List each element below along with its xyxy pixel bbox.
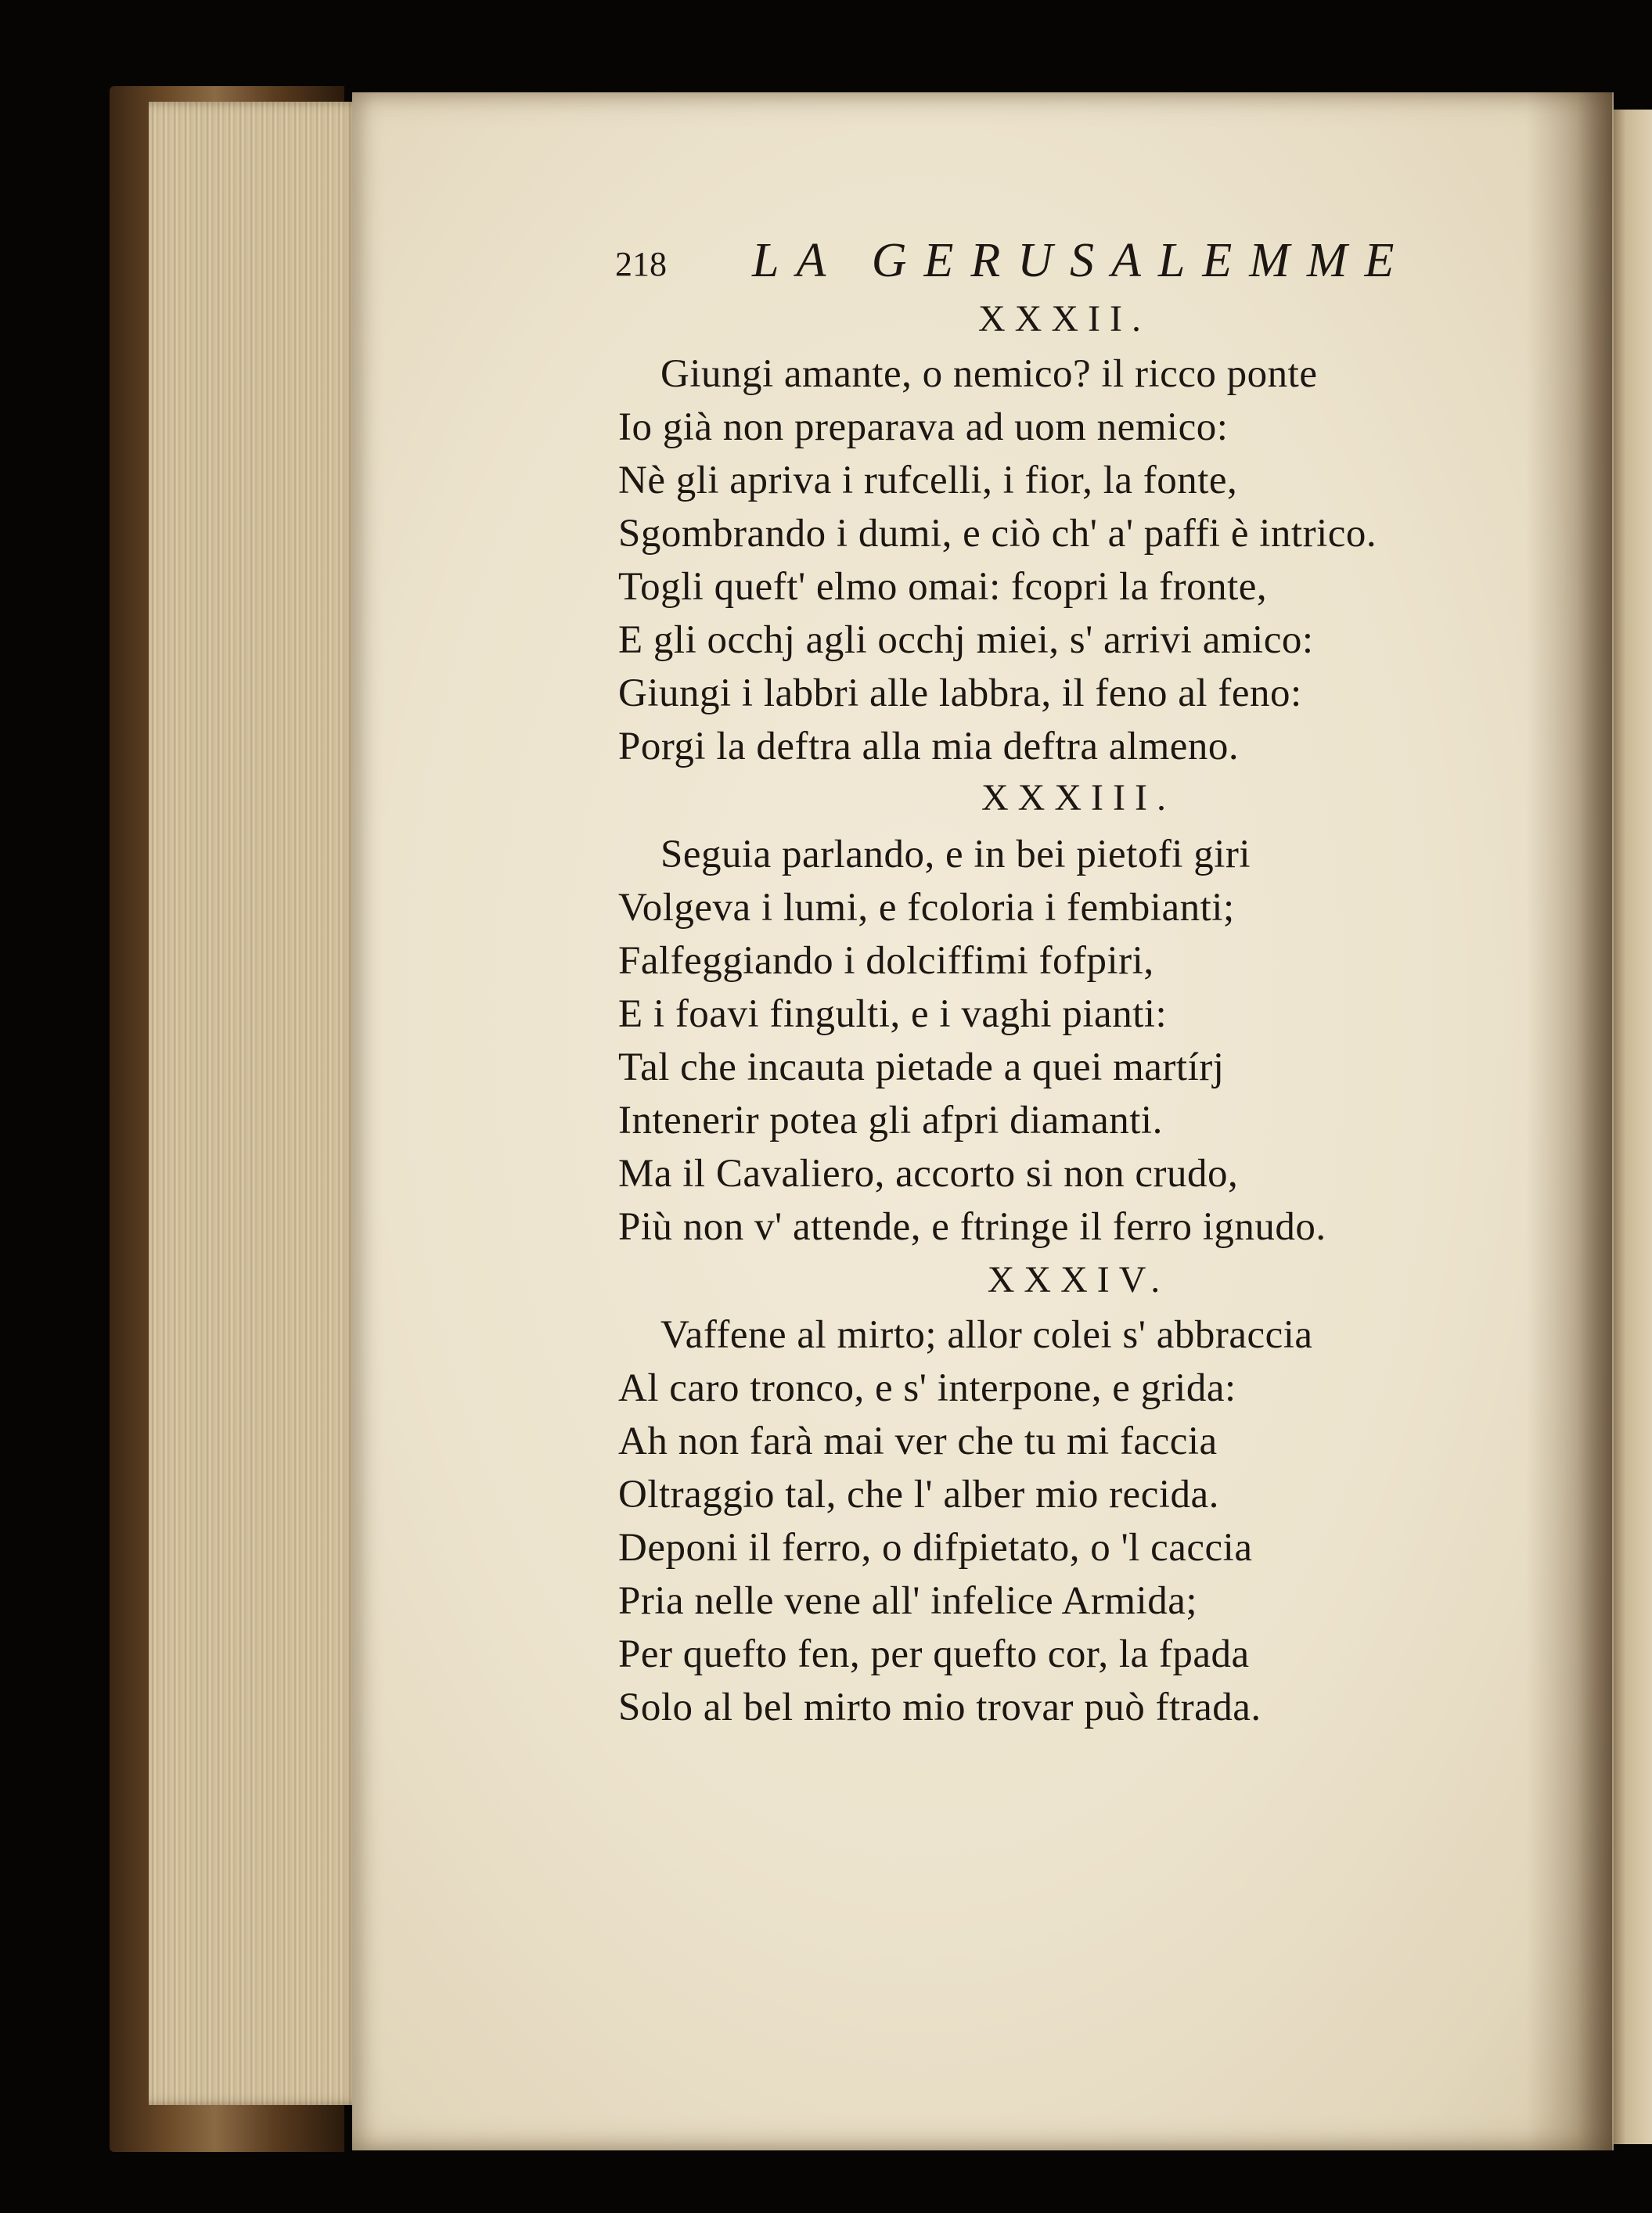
verse-line: Togli queft' elmo omai: fcopri la fronte, (618, 565, 1268, 609)
book-title: LA GERUSALEMME (752, 234, 1412, 287)
stanza-number: XXXIII. (981, 777, 1175, 819)
verse-line: Sgombrando i dumi, e ciò ch' a' paffi è intrico. (618, 512, 1377, 556)
stanza-verses (618, 347, 1557, 773)
verse-line: Vaffene al mirto; allor colei s' abbraccia (660, 1313, 1313, 1357)
verse-line: Solo al bel mirto mio trovar può ftrada. (618, 1686, 1261, 1729)
verse-line: Giungi i labbri alle labbra, il feno al feno: (618, 671, 1302, 715)
verse-line: E gli occhj agli occhj miei, s' arrivi amico: (618, 618, 1314, 662)
verse-line: Porgi la deftra alla mia deftra almeno. (618, 725, 1240, 768)
stanza-verses (618, 1308, 1557, 1734)
verse-line: Falfeggiando i dolciffimi fofpiri, (618, 939, 1154, 983)
verse-line: Più non v' attende, e ftringe il ferro ignudo. (618, 1205, 1326, 1249)
verse-line: Tal che incauta pietade a quei martírj (618, 1045, 1225, 1089)
facing-page-sliver (1608, 110, 1652, 2144)
verse-line: Ah non farà mai ver che tu mi faccia (618, 1420, 1218, 1463)
running-head (615, 233, 1412, 296)
verse-line: Seguia parlando, e in bei pietofi giri (660, 833, 1251, 876)
verse-line: Giungi amante, o nemico? il ricco ponte (660, 352, 1318, 396)
verse-line: Per quefto fen, per quefto cor, la fpada (618, 1632, 1250, 1676)
stanza-verses (618, 828, 1557, 1254)
verse-line: Oltraggio tal, che l' alber mio recida. (618, 1473, 1219, 1517)
page-block-edges (149, 102, 360, 2105)
verse-line: E i foavi fingulti, e i vaghi pianti: (618, 992, 1168, 1036)
verse-line: Intenerir potea gli afpri diamanti. (618, 1099, 1163, 1142)
verse-line: Deponi il ferro, o difpietato, o 'l caccia (618, 1526, 1253, 1570)
verse-line: Pria nelle vene all' infelice Armida; (618, 1579, 1197, 1623)
verse-line: Al caro tronco, e s' interpone, e grida: (618, 1366, 1236, 1410)
verse-line: Io già non preparava ad uom nemico: (618, 405, 1229, 449)
verse-line: Nè gli apriva i rufcelli, i fior, la fonte, (618, 459, 1238, 502)
verse-line: Volgeva i lumi, e fcoloria i fembianti; (618, 886, 1235, 930)
stanza-number: XXXIV. (987, 1259, 1170, 1301)
verse-line: Ma il Cavaliero, accorto si non crudo, (618, 1152, 1239, 1196)
stanza-number: XXXII. (978, 298, 1150, 340)
page-number: 218 (615, 245, 667, 283)
